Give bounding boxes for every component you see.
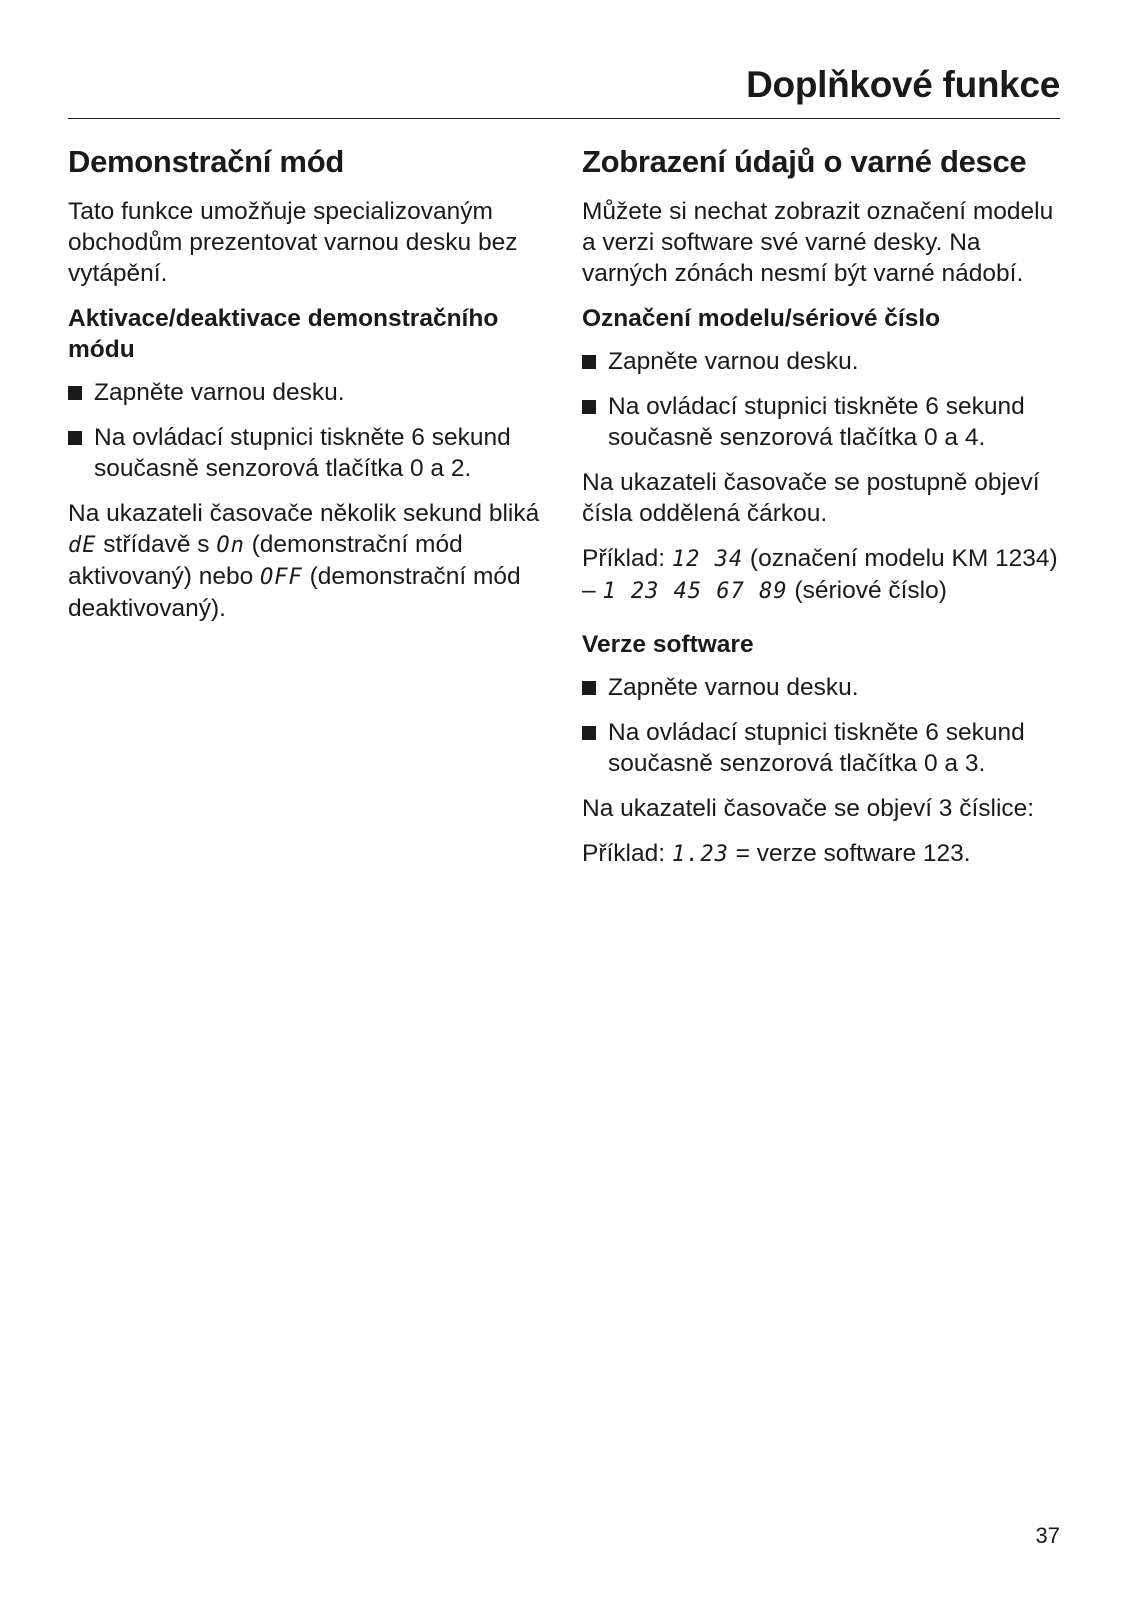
example-text: = verze software 123. [728, 840, 971, 867]
result-text: střídavě s [96, 531, 217, 558]
display-code-model: 12 34 [671, 547, 744, 572]
bullet-square-icon [68, 431, 82, 445]
software-version-subheading: Verze software [582, 631, 754, 658]
software-version-steps [582, 672, 1062, 779]
step-text: Na ovládací stupnici tiskněte 6 sekund současně senzorová tlačítka 0 a 4. [608, 393, 1025, 451]
step-text: Zapněte varnou desku. [608, 348, 859, 375]
step-text: Zapněte varnou desku. [608, 674, 859, 701]
bullet-square-icon [68, 386, 82, 400]
list-item [582, 346, 1062, 377]
list-item [582, 391, 1062, 453]
example-text: Příklad: [582, 545, 672, 572]
bullet-square-icon [582, 681, 596, 695]
example-text: (označení modelu KM 1234) – [582, 545, 1058, 604]
result-text: Na ukazateli časovače několik sekund bliká [68, 500, 540, 527]
display-code-off: OFF [260, 565, 303, 590]
demo-mode-intro: Tato funkce umožňuje specializovaným obchodům prezentovat varnou desku bez vytápění. [68, 198, 518, 287]
demo-mode-heading: Demonstrační mód [68, 144, 344, 179]
software-version-example [582, 838, 1062, 870]
hob-info-heading: Zobrazení údajů o varné desce [582, 144, 1027, 179]
list-item [582, 672, 1062, 703]
display-code-de: dE [68, 533, 97, 558]
page-number: 37 [1035, 1523, 1060, 1548]
model-serial-steps [582, 346, 1062, 453]
right-column [582, 142, 1062, 884]
display-code-version: 1.23 [671, 842, 729, 867]
example-text: Příklad: [582, 840, 672, 867]
result-text: (demonstrační mód aktivovaný) nebo [68, 531, 463, 590]
result-text: (demonstrační mód deaktivovaný). [68, 563, 521, 622]
bullet-square-icon [582, 726, 596, 740]
model-serial-result: Na ukazateli časovače se postupně objeví čísla oddělená čárkou. [582, 469, 1040, 527]
example-text: (sériové číslo) [787, 577, 947, 604]
step-text: Na ovládací stupnici tiskněte 6 sekund současně senzorová tlačítka 0 a 3. [608, 719, 1025, 777]
demo-mode-steps [68, 377, 558, 484]
header-divider [68, 118, 1060, 119]
display-code-serial: 1 23 45 67 89 [602, 579, 788, 604]
model-serial-subheading: Označení modelu/sériové číslo [582, 305, 941, 332]
step-text: Zapněte varnou desku. [94, 379, 345, 406]
model-serial-example [582, 543, 1062, 607]
bullet-square-icon [582, 400, 596, 414]
demo-mode-subheading: Aktivace/deaktivace demonstračního módu [68, 305, 499, 363]
list-item [582, 717, 1062, 779]
demo-mode-result [68, 498, 558, 624]
left-column [68, 142, 558, 638]
list-item [68, 377, 558, 408]
display-code-on: On [216, 533, 245, 558]
page-title: Doplňkové funkce [746, 64, 1060, 105]
list-item [68, 422, 558, 484]
hob-info-intro: Můžete si nechat zobrazit označení modelu a verzi software své varné desky. Na varných zónách nesmí být varné nádobí. [582, 198, 1054, 287]
software-version-result: Na ukazateli časovače se objeví 3 číslice: [582, 795, 1035, 822]
bullet-square-icon [582, 355, 596, 369]
step-text: Na ovládací stupnici tiskněte 6 sekund současně senzorová tlačítka 0 a 2. [94, 424, 511, 482]
